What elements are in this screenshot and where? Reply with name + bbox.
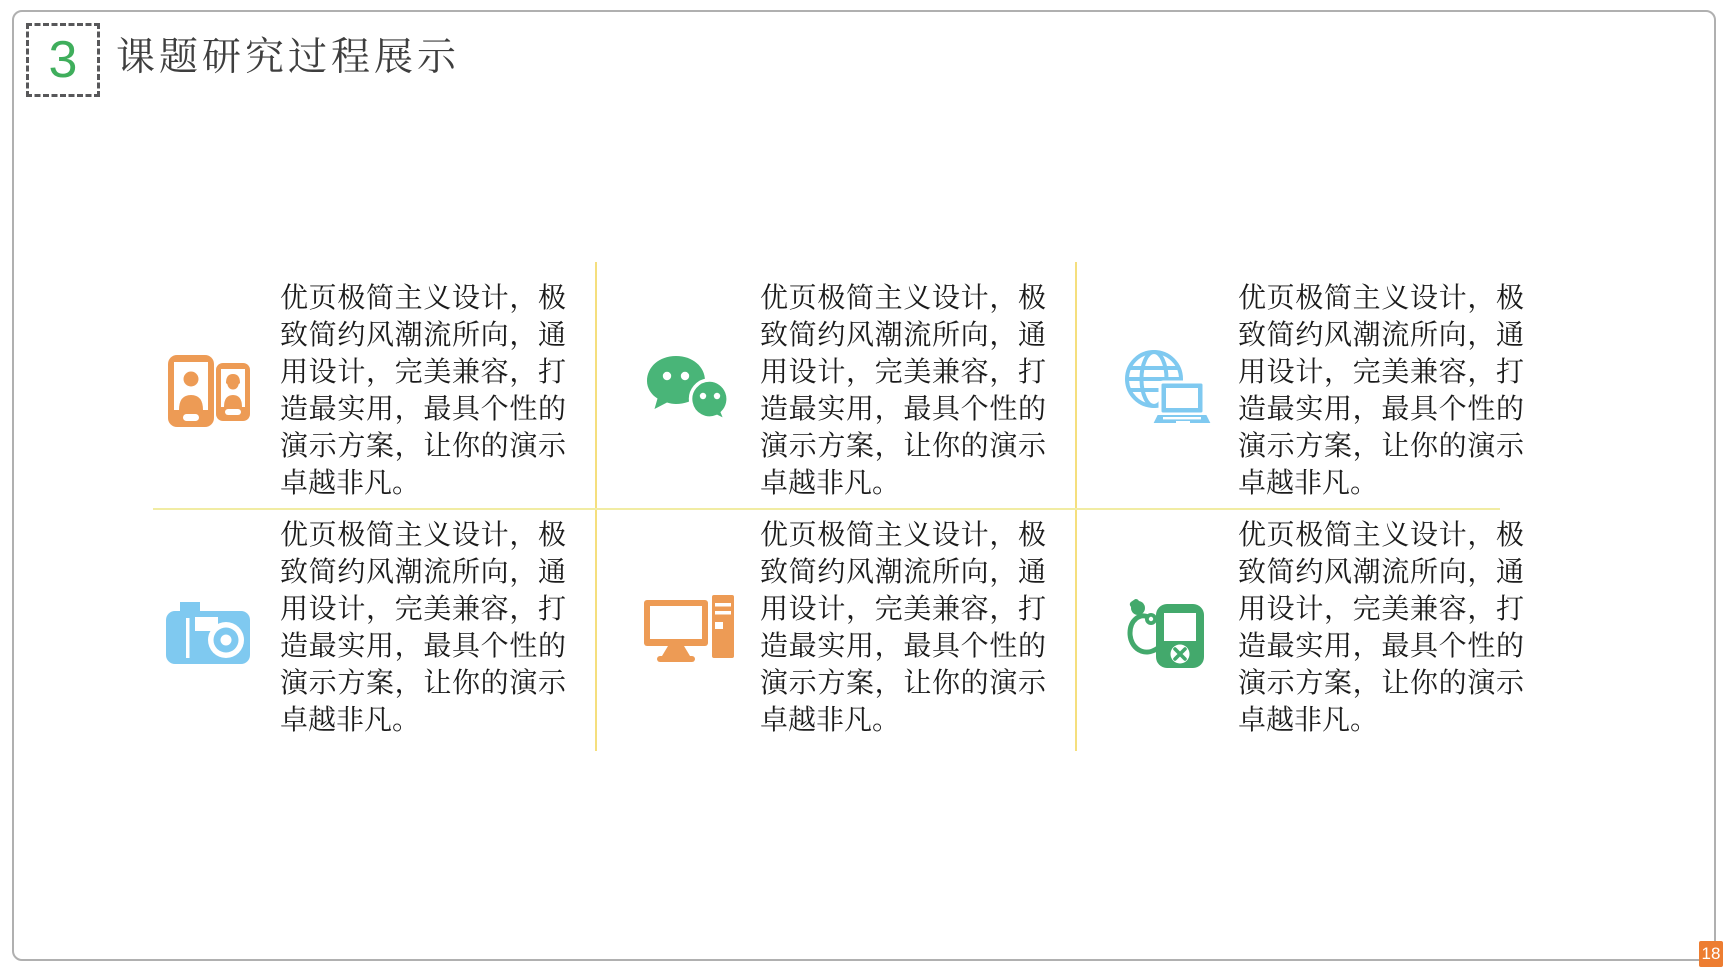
camera-icon bbox=[160, 580, 256, 676]
page-title: 课题研究过程展示 bbox=[116, 36, 461, 79]
feature-text: 优页极简主义设计，极致简约风潮流所向，通用设计，完美兼容，打造最实用，最具个性的演示方案，让你的演示卓越非凡。 bbox=[1238, 283, 1524, 499]
column-divider-1 bbox=[595, 262, 597, 751]
feature-cell-player bbox=[1118, 517, 1524, 739]
feature-cell-globe bbox=[1118, 280, 1524, 502]
feature-text: 优页极简主义设计，极致简约风潮流所向，通用设计，完美兼容，打造最实用，最具个性的演示方案，让你的演示卓越非凡。 bbox=[280, 520, 566, 736]
feature-text: 优页极简主义设计，极致简约风潮流所向，通用设计，完美兼容，打造最实用，最具个性的演示方案，让你的演示卓越非凡。 bbox=[760, 520, 1046, 736]
media-player-icon bbox=[1118, 580, 1214, 676]
row-divider bbox=[153, 508, 1500, 510]
feature-cell-camera bbox=[160, 517, 566, 739]
page-number-badge: 18 bbox=[1699, 941, 1723, 967]
feature-cell-desktop bbox=[640, 517, 1046, 739]
feature-text: 优页极简主义设计，极致简约风潮流所向，通用设计，完美兼容，打造最实用，最具个性的演示方案，让你的演示卓越非凡。 bbox=[1238, 520, 1524, 736]
feature-cell-phones bbox=[160, 280, 566, 502]
phones-icon bbox=[160, 343, 256, 439]
feature-text: 优页极简主义设计，极致简约风潮流所向，通用设计，完美兼容，打造最实用，最具个性的演示方案，让你的演示卓越非凡。 bbox=[280, 283, 566, 499]
section-number: 3 bbox=[48, 31, 78, 89]
feature-cell-wechat bbox=[640, 280, 1046, 502]
desktop-computer-icon bbox=[640, 580, 736, 676]
wechat-icon bbox=[640, 343, 736, 439]
feature-text: 优页极简主义设计，极致简约风潮流所向，通用设计，完美兼容，打造最实用，最具个性的演示方案，让你的演示卓越非凡。 bbox=[760, 283, 1046, 499]
section-number-box bbox=[26, 23, 100, 97]
column-divider-2 bbox=[1075, 262, 1077, 751]
globe-laptop-icon bbox=[1118, 343, 1214, 439]
